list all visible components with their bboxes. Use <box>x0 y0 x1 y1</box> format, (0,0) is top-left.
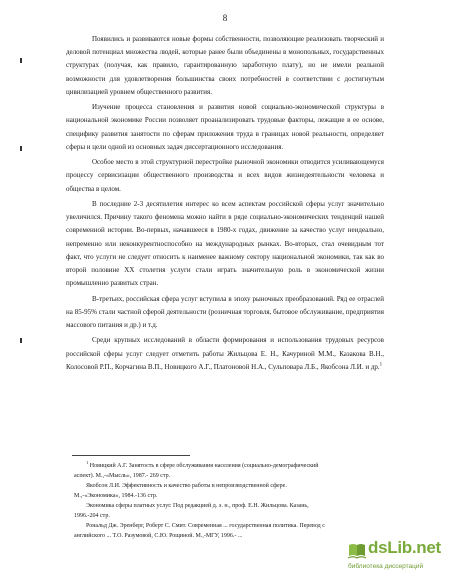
footnote-text: Экономика сферы платных услуг. Под редакцией д. э. н., проф. Е.Н. Жильцова. Казань, 1996.-204 стр. <box>74 503 309 519</box>
footnotes <box>74 462 334 542</box>
paragraph-text: Среди крупных исследований в области формирования и использования трудовых ресурсов российской сферы услуг следует отметить работы Жильцова Е. Н., Качуриной М.М., Казакова В.Н., Колосовой Р.П., Корчагина В.П., Новицкого А.Г., Платоновой Н.А., Сульповара Л.Б., Якобсона Л.И. и др. <box>66 336 384 371</box>
body-text <box>66 33 384 376</box>
paragraph-with-footnote <box>66 334 384 374</box>
footnote-reference[interactable]: 1 <box>379 362 383 368</box>
footnote-mark: 1 <box>86 460 89 465</box>
paragraph: Появились и развиваются новые формы собственности, позволяющие реализовать творческий и деловой потенциал множества людей, которые ранее были объединены в монопольных, государственных структурах (получая, как правило, гарантированную заработную плату), но не имели реальной возможности для удовлетворения большинства своих потребностей в соответствии с достигнутым цивилизацией уровнем общественного развития. <box>66 35 384 96</box>
footnote-text: Новицкий А.Г. Занятость в сфере обслуживания населения (социально-демографический аспект). М.,-«Мысль», 1987.- 269 стр. <box>74 463 319 479</box>
footnote <box>74 502 334 521</box>
page-number: 8 <box>222 13 228 23</box>
margin-mark <box>20 58 22 63</box>
paragraph: Особое место в этой структурной перестройке рыночной экономики отводится усиливающемуся процессу сервисизации общественного производства и всех видов жизнедеятельности человека и общества в целом. <box>66 158 384 193</box>
watermark-title: dsLib.net <box>368 538 441 557</box>
footnote <box>74 462 334 481</box>
watermark-subtitle: библиотека диссертаций <box>348 563 424 570</box>
footnote-text: Рональд Дж. Эренберг, Роберт С. Смит. Современная ... государственная политика. Перевод с английского ... Т.О. Разумовой, С.Ю. Рощиной. М.,-МГУ, 1996.- ... <box>74 523 325 539</box>
footnote <box>74 482 334 501</box>
margin-mark <box>20 338 22 343</box>
book-icon <box>346 540 368 562</box>
site-watermark[interactable] <box>346 538 446 576</box>
paragraph: В последние 2-3 десятилетия интерес ко всем аспектам российской сферы услуг значительно увеличился. Причину такого феномена можно найти в ряде социально-экономических тенденций нашей современной истории. Во-первых, начавшееся в 1980-х годах, движение за качество услуг неидеально, непременно или неконкурентноспособно на международных рынках. Во-вторых, стал очевидным тот факт, что услуги не следует относить к наименее важному сектору национальной экономики, так как во второй половине XX столетия услуги стали играть значительную роль в экономической жизни промышленно развитых стран. <box>66 200 384 288</box>
footnote-divider <box>72 455 190 456</box>
footnote-text: Якобсон Л.И. Эффективность и качество работы в непроизводственной сфере. М.,-«Экономика», 1984.-136 стр. <box>74 483 287 499</box>
footnote <box>74 522 334 541</box>
paragraph: В-третьих, российская сфера услуг вступила в эпоху рыночных преобразований. Ряд ее отраслей на 85-95% стали частной сферой деятельности (розничная торговля, бытовое обслуживание, предприятия массового питания и др.) и т.д. <box>66 294 384 330</box>
margin-mark <box>20 146 22 151</box>
paragraph: Изучение процесса становления и развития новой социально-экономической структуры в национальной экономике России позволяет проанализировать трудовые факторы, лежащие в ее основе, специфику развития занятости по сферам приложения труда в границах новой реальности, определяет сферы и цели одной из основных задач диссертационного исследования. <box>66 103 384 151</box>
